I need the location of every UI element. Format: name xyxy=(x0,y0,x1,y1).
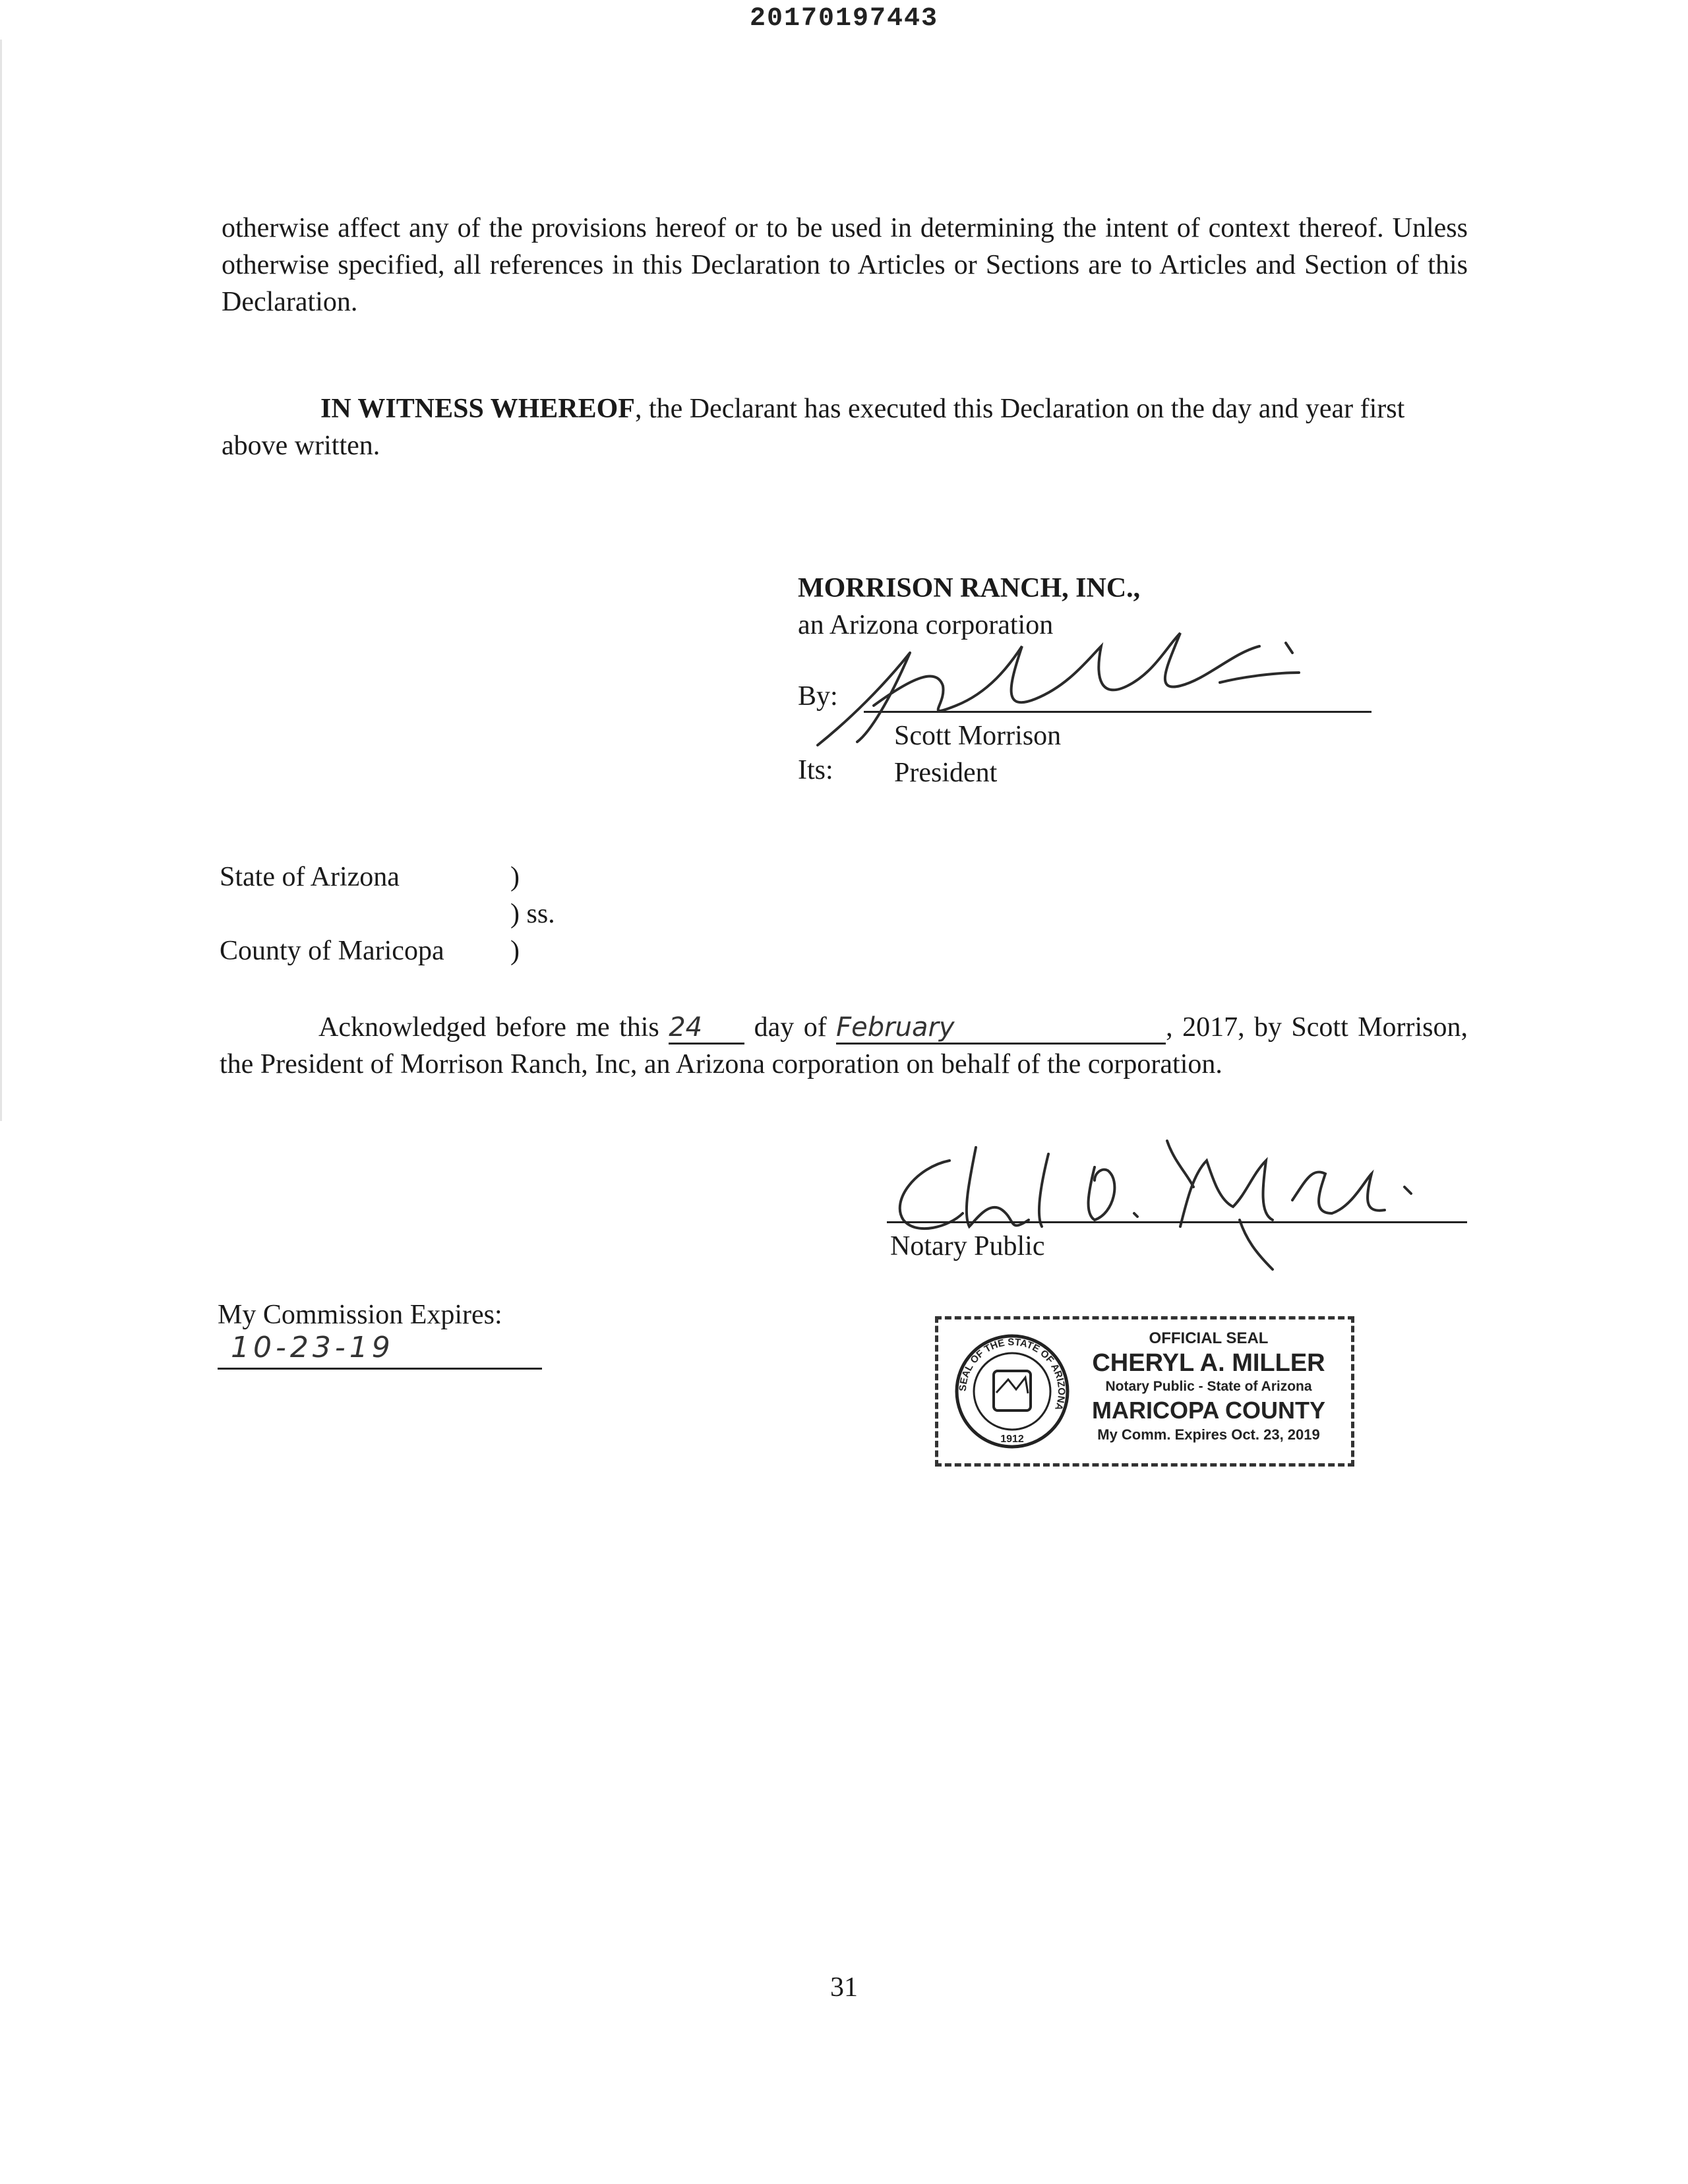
page-number: 31 xyxy=(830,1972,858,2003)
emblem-ring-text: SEAL OF THE STATE OF ARIZONA xyxy=(957,1336,1068,1412)
emblem-year: 1912 xyxy=(1000,1434,1024,1445)
seal-line-official: OFFICIAL SEAL xyxy=(1149,1329,1269,1347)
signer-name: Scott Morrison xyxy=(894,721,1062,751)
ack-text-1: Acknowledged before me this xyxy=(318,1012,659,1043)
signer-title: President xyxy=(894,758,998,788)
commission-line xyxy=(218,1368,542,1370)
witness-clause xyxy=(222,390,1468,464)
notary-signature-line xyxy=(887,1221,1467,1223)
its-label: Its: xyxy=(798,755,833,785)
state-emblem-icon xyxy=(953,1330,1071,1453)
ack-day-field: 24 xyxy=(669,1012,744,1045)
seal-line-county: MARICOPA COUNTY xyxy=(1092,1397,1325,1424)
venue-county: County of Maricopa xyxy=(220,936,444,966)
ack-text-2: day of xyxy=(754,1012,827,1043)
venue-ss: ) ss. xyxy=(510,899,555,929)
witness-lead: IN WITNESS WHEREOF xyxy=(320,394,635,424)
continued-paragraph: otherwise affect any of the provisions hereof or to be used in determining the intent of context thereof. Unless otherwise specified, all references in this Declaration to Articles or Sections are to Articles and Section of this Declaration. xyxy=(222,213,1468,317)
notary-label: Notary Public xyxy=(890,1231,1045,1261)
seal-line-expires: My Comm. Expires Oct. 23, 2019 xyxy=(1097,1426,1320,1443)
seal-line-state: Notary Public - State of Arizona xyxy=(1105,1379,1312,1394)
seal-text-block xyxy=(1070,1329,1347,1445)
recording-number: 20170197443 xyxy=(749,4,939,34)
company-type: an Arizona corporation xyxy=(798,610,1054,640)
acknowledgment-paragraph xyxy=(220,1009,1468,1083)
ack-text-3: , 2017, by Scott Morrison, the President of Morrison Ranch, Inc, an Arizona corporation on behalf of the corporation. xyxy=(220,1012,1468,1079)
venue-paren-1: ) xyxy=(510,862,520,892)
commission-label: My Commission Expires: xyxy=(218,1300,502,1330)
ack-month-field: February xyxy=(836,1012,1166,1045)
notary-seal-stamp xyxy=(935,1316,1354,1467)
commission-date: 10-23-19 xyxy=(231,1331,394,1364)
seal-line-name: CHERYL A. MILLER xyxy=(1092,1349,1325,1377)
by-label: By: xyxy=(798,681,838,712)
venue-state: State of Arizona xyxy=(220,862,400,892)
venue-paren-3: ) xyxy=(510,936,520,966)
company-name: MORRISON RANCH, INC., xyxy=(798,573,1141,603)
witness-rest: , the Declarant has executed this Declaration on the day and year first above written. xyxy=(222,394,1405,461)
page-edge-scan-mark xyxy=(0,40,7,1121)
